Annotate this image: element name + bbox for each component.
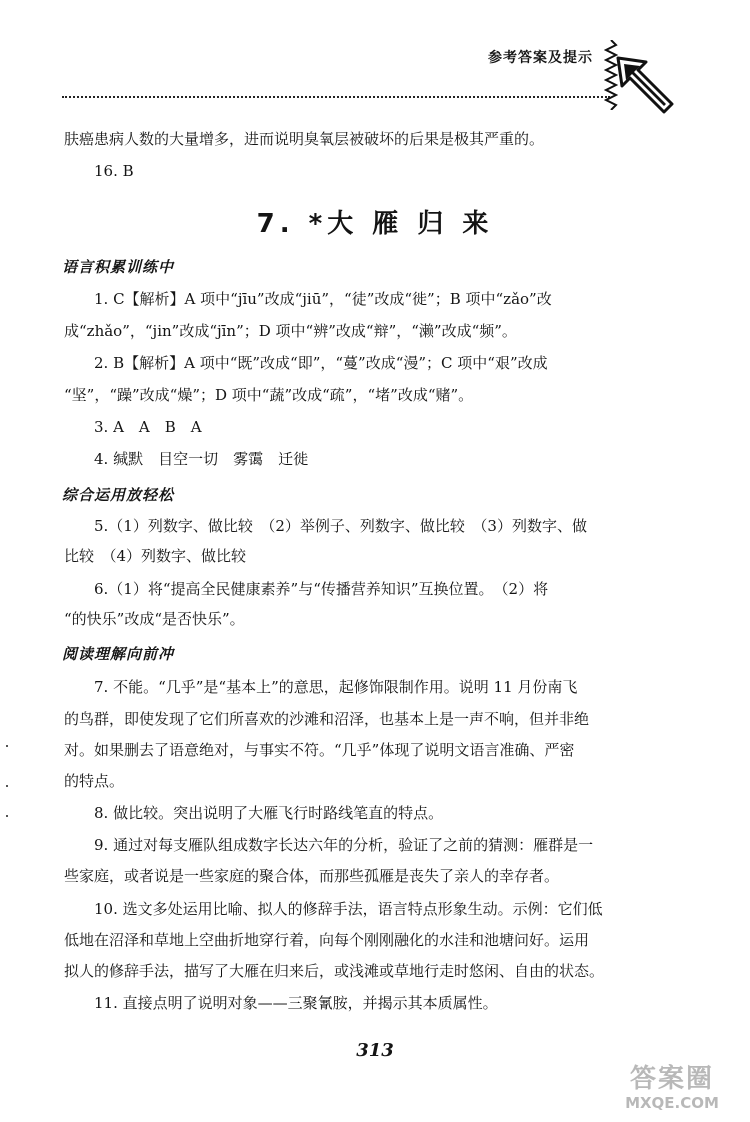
- margin-mark: [6, 785, 8, 787]
- section-heading-1: 语言积累训练中: [62, 258, 175, 276]
- answer-2-line-1: 2. B【解析】A 项中“既”改成“即”，“蔓”改成“漫”；C 项中“艰”改成: [94, 354, 548, 372]
- margin-mark: [6, 745, 8, 747]
- intro-line-2: 16. B: [94, 162, 134, 180]
- answer-4: 4. 缄默 目空一切 雾霭 迁徙: [94, 450, 309, 468]
- margin-mark: [6, 815, 8, 817]
- page-number: 313: [356, 1040, 394, 1061]
- answer-1-line-2: 成“zhǎo”，“jin”改成“jīn”；D 项中“辨”改成“辩”，“濑”改成“频”。: [64, 322, 517, 340]
- answer-1-line-1: 1. C【解析】A 项中“jīu”改成“jiū”，“徒”改成“徙”；B 项中“zǎo”改: [94, 290, 552, 308]
- watermark: [612, 1064, 732, 1116]
- answer-5-line-2: 比较 （4）列数字、做比较: [64, 547, 247, 565]
- answer-2-line-2: “坚”，“躁”改成“燥”；D 项中“蔬”改成“疏”，“堵”改成“赌”。: [64, 386, 474, 404]
- answer-11: 11. 直接点明了说明对象——三聚氰胺，并揭示其本质属性。: [94, 994, 498, 1012]
- watermark-url: MXQE.COM: [625, 1094, 719, 1112]
- answer-5-line-1: 5.（1）列数字、做比较 （2）举例子、列数字、做比较 （3）列数字、做: [94, 517, 587, 535]
- section-heading-3: 阅读理解向前冲: [62, 645, 175, 663]
- answer-3: 3. A A B A: [94, 418, 202, 436]
- answer-7-line-4: 的特点。: [64, 772, 125, 790]
- answer-7-line-2: 的鸟群，即使发现了它们所喜欢的沙滩和沼泽，也基本上是一声不响，但并非绝: [64, 710, 590, 728]
- watermark-logo: 答案圈: [629, 1064, 714, 1094]
- header-rule: [62, 96, 610, 98]
- answer-9-line-2: 些家庭，或者说是一些家庭的聚合体，而那些孤雁是丧失了亲人的幸存者。: [64, 867, 560, 885]
- answer-10-line-2: 低地在沼泽和草地上空曲折地穿行着，向每个刚刚融化的水洼和池塘问好。运用: [64, 931, 590, 949]
- answer-10-line-1: 10. 选文多处运用比喻、拟人的修辞手法，语言特点形象生动。示例：它们低: [94, 900, 603, 918]
- answer-7-line-1: 7. 不能。“几乎”是“基本上”的意思，起修饰限制作用。说明 11 月份南飞: [94, 678, 578, 696]
- answer-6-line-1: 6.（1）将“提高全民健康素养”与“传播营养知识”互换位置。 （2）将: [94, 580, 549, 598]
- answer-8: 8. 做比较。突出说明了大雁飞行时路线笔直的特点。: [94, 804, 444, 822]
- section-heading-2: 综合运用放轻松: [62, 486, 175, 504]
- answer-10-line-3: 拟人的修辞手法，描写了大雁在归来后，或浅滩或草地行走时悠闲、自由的状态。: [64, 962, 605, 980]
- answer-7-line-3: 对。如果删去了语意绝对，与事实不符。“几乎”体现了说明文语言准确、严密: [64, 741, 575, 759]
- arrow-icon: [616, 56, 676, 116]
- lesson-title: 7. *大 雁 归 来: [256, 209, 494, 239]
- intro-line-1: 肤癌患病人数的大量增多，进而说明臭氧层被破坏的后果是极其严重的。: [64, 130, 545, 148]
- answer-9-line-1: 9. 通过对每支雁队组成数字长达六年的分析，验证了之前的猜测：雁群是一: [94, 836, 594, 854]
- header-title: 参考答案及提示: [488, 50, 593, 66]
- answer-6-line-2: “的快乐”改成“是否快乐”。: [64, 610, 245, 628]
